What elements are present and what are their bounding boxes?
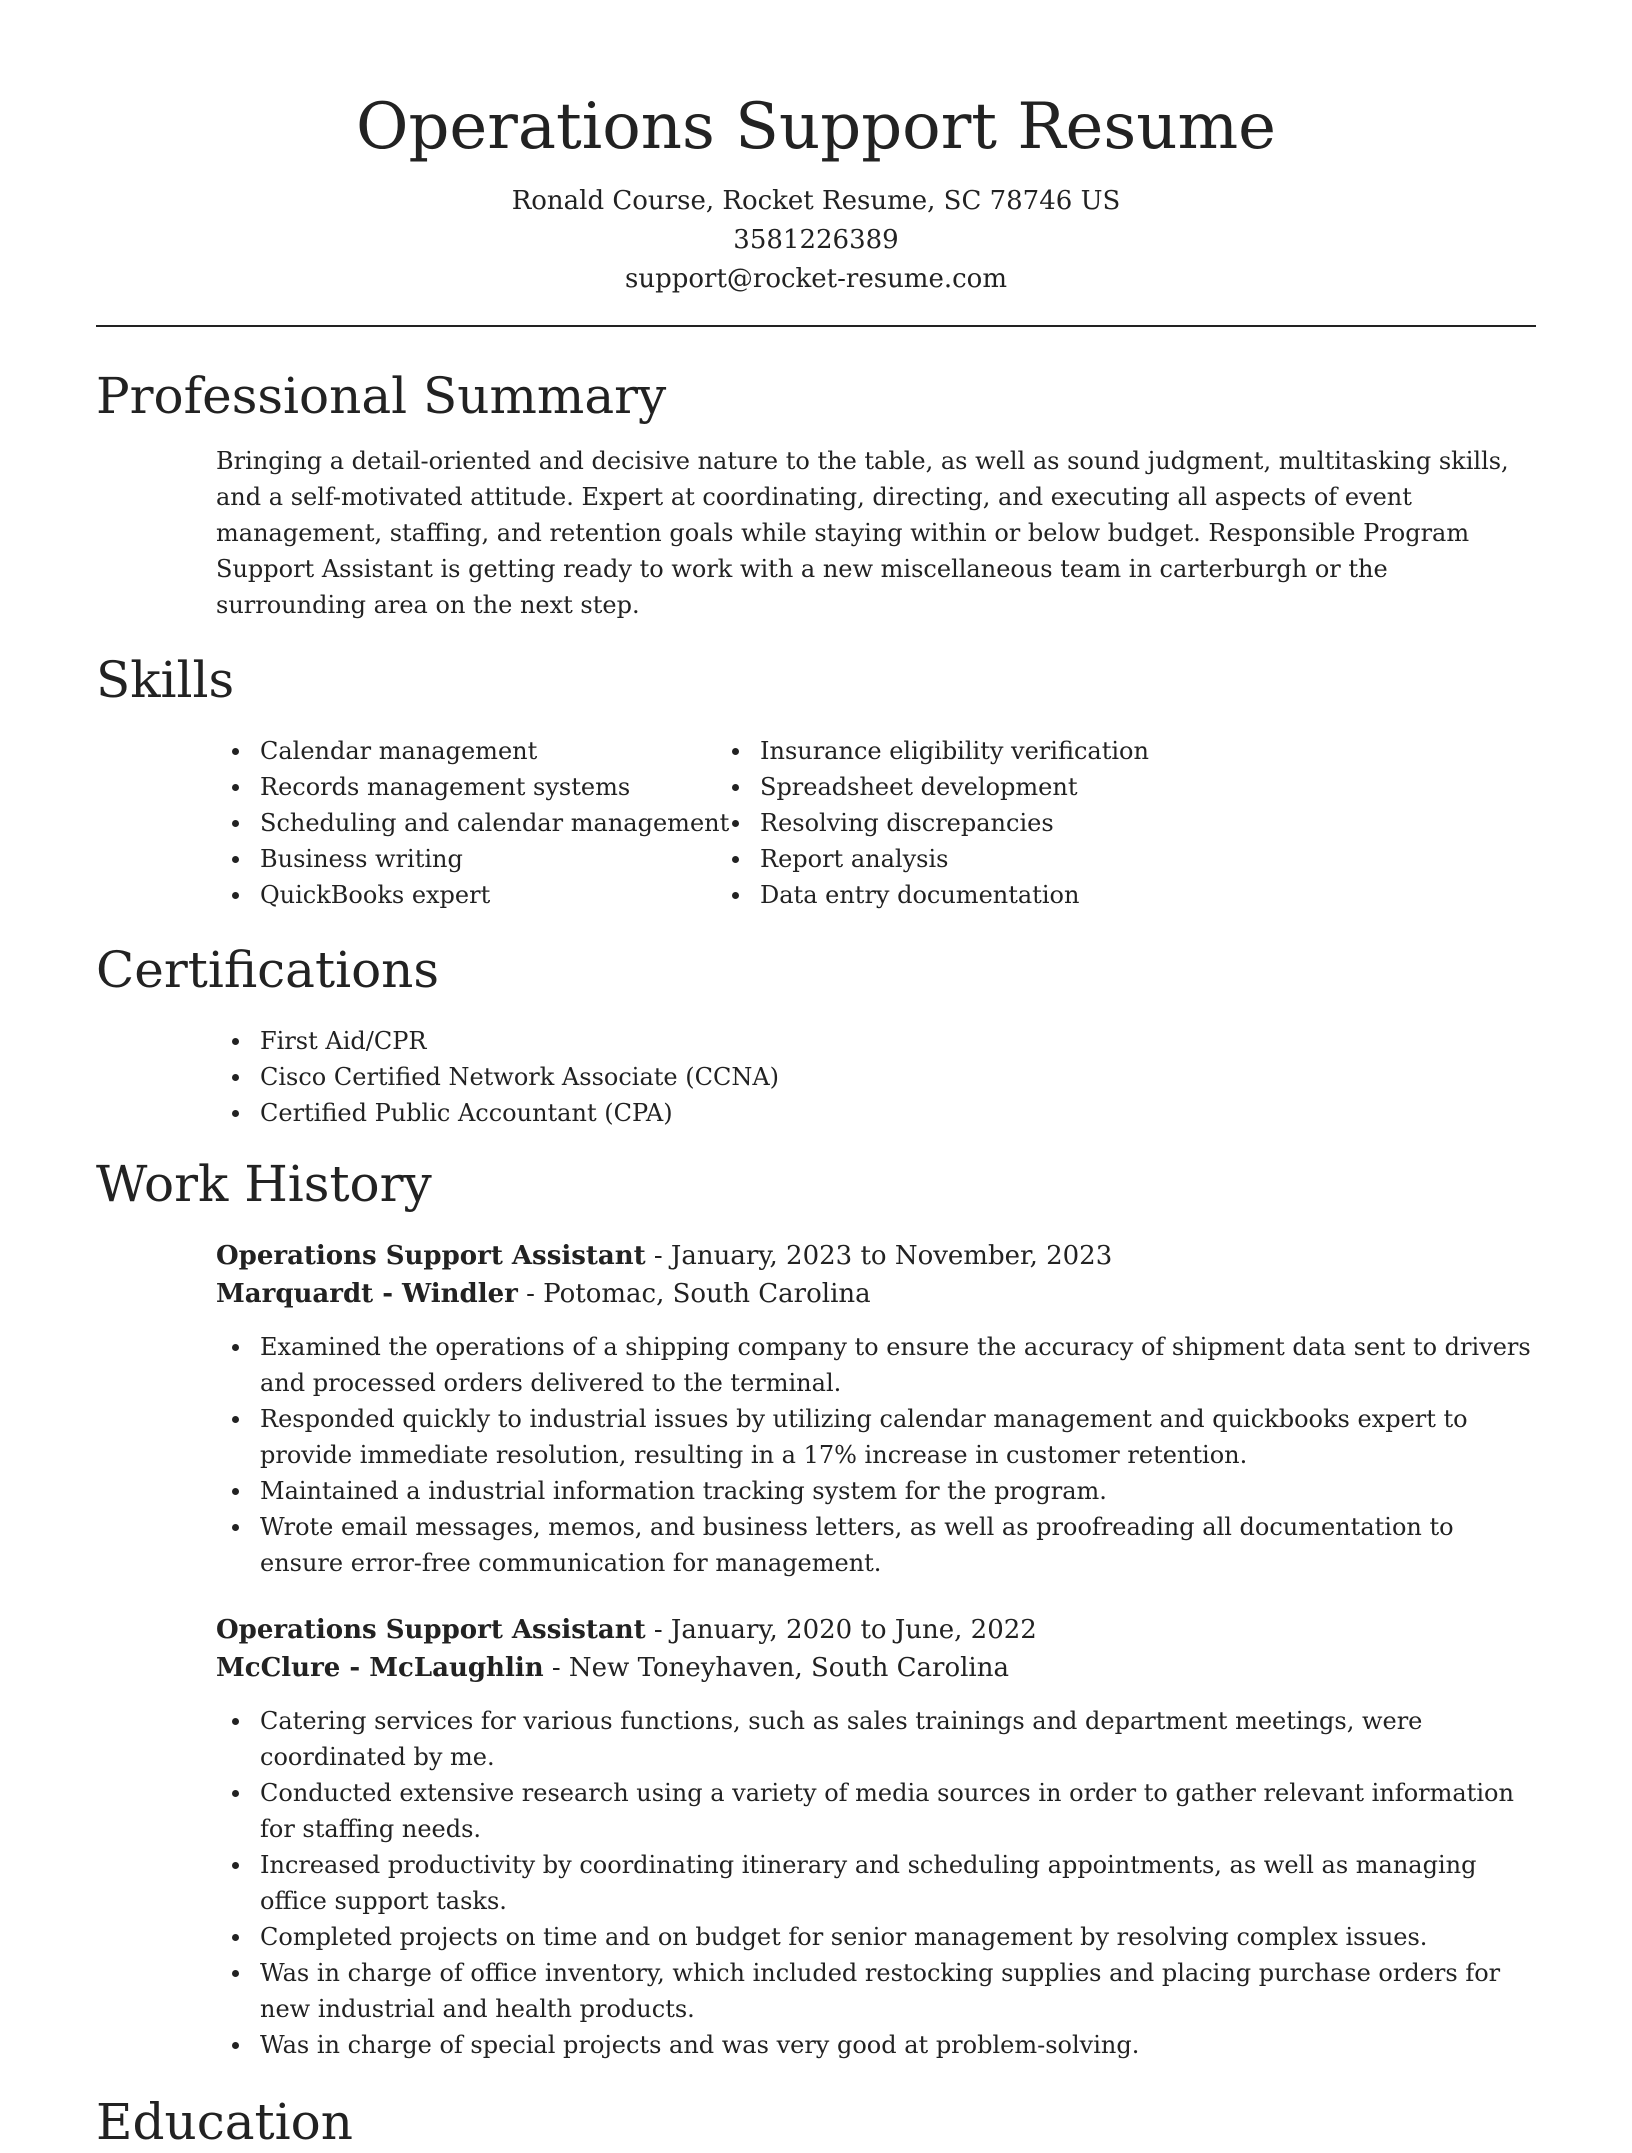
skills-grid: [96, 733, 1536, 913]
job-duties-list: [96, 1703, 1536, 2063]
contact-block: [96, 182, 1536, 299]
work-history-section: [96, 1153, 1536, 2063]
job-duty-item: Completed projects on time and on budget for senior management by resolving complex issues.: [96, 1919, 1536, 1955]
job-duty-item: Increased productivity by coordinating itinerary and scheduling appointments, as well as managing office support tasks.: [96, 1847, 1536, 1919]
job-location: - New Toneyhaven, South Carolina: [543, 1653, 1009, 1683]
education-heading: Education: [96, 2093, 353, 2151]
job-duty-item: Examined the operations of a shipping company to ensure the accuracy of shipment data sent to drivers and processed orders delivered to the terminal.: [96, 1329, 1536, 1401]
skill-item: QuickBooks expert: [96, 877, 746, 913]
skill-item: Resolving discrepancies: [746, 805, 1536, 841]
job-company: Marquardt - Windler: [216, 1279, 518, 1309]
job-company-line: [216, 1649, 1536, 1687]
job-duty-item: Was in charge of special projects and was very good at problem-solving.: [96, 2027, 1536, 2063]
job-dates: - January, 2020 to June, 2022: [645, 1615, 1037, 1645]
job-duty-item: Responded quickly to industrial issues by utilizing calendar management and quickbooks expert to provide immediate resolution, resulting in a 17% increase in customer retention.: [96, 1401, 1536, 1473]
summary-heading: Professional Summary: [96, 367, 667, 425]
resume-title: Operations Support Resume: [355, 90, 1277, 164]
contact-phone: 3581226389: [733, 225, 899, 255]
skill-item: Business writing: [96, 841, 746, 877]
summary-text: Bringing a detail-oriented and decisive nature to the table, as well as sound judgment, multitasking skills, and a self-motivated attitude. Expert at coordinating, directing, and executing all aspects of event management, staffing, and retention goals while staying within or below budget. Responsible Program Support Assistant is getting ready to work with a new miscellaneous team in carterburgh or the surrounding area on the next step.: [216, 447, 1509, 619]
certifications-heading: Certifications: [96, 941, 440, 999]
header-divider: [96, 325, 1536, 327]
job-entry: [216, 1237, 1536, 1581]
job-duties-list: [96, 1329, 1536, 1581]
skill-item: Records management systems: [96, 769, 746, 805]
skills-heading: Skills: [96, 651, 235, 709]
job-title: Operations Support Assistant: [216, 1615, 646, 1645]
skill-item: Spreadsheet development: [746, 769, 1536, 805]
job-title-line: [216, 1611, 1536, 1649]
summary-section: [96, 365, 1536, 623]
job-company: McClure - McLaughlin: [216, 1653, 544, 1683]
education-section: [96, 2091, 1536, 2153]
contact-email: support@rocket-resume.com: [624, 264, 1007, 294]
certifications-list: [96, 1023, 1536, 1131]
certification-item: Certified Public Accountant (CPA): [96, 1095, 1536, 1131]
job-company-line: [216, 1275, 1536, 1313]
job-duty-item: Maintained a industrial information tracking system for the program.: [96, 1473, 1536, 1509]
contact-address: Ronald Course, Rocket Resume, SC 78746 US: [511, 186, 1121, 216]
skill-item: Calendar management: [96, 733, 746, 769]
job-location: - Potomac, South Carolina: [517, 1279, 871, 1309]
certification-item: Cisco Certified Network Associate (CCNA): [96, 1059, 1536, 1095]
work-history-heading: Work History: [96, 1155, 432, 1213]
skill-item: Insurance eligibility verification: [746, 733, 1536, 769]
skills-section: [96, 649, 1536, 913]
certification-item: First Aid/CPR: [96, 1023, 1536, 1059]
skill-item: Scheduling and calendar management: [96, 805, 746, 841]
skill-item: Data entry documentation: [746, 877, 1536, 913]
job-title-line: [216, 1237, 1536, 1275]
skills-right-column: [746, 733, 1536, 913]
job-title: Operations Support Assistant: [216, 1241, 646, 1271]
job-duty-item: Was in charge of office inventory, which included restocking supplies and placing purchase orders for new industrial and health products.: [96, 1955, 1536, 2027]
certifications-section: [96, 939, 1536, 1131]
job-duty-item: Conducted extensive research using a variety of media sources in order to gather relevant information for staffing needs.: [96, 1775, 1536, 1847]
job-entry: [216, 1611, 1536, 2063]
resume-page: [96, 0, 1536, 2153]
skill-item: Report analysis: [746, 841, 1536, 877]
job-dates: - January, 2023 to November, 2023: [645, 1241, 1113, 1271]
job-duty-item: Wrote email messages, memos, and business letters, as well as proofreading all documentation to ensure error-free communication for management.: [96, 1509, 1536, 1581]
skills-left-column: [96, 733, 746, 913]
job-duty-item: Catering services for various functions, such as sales trainings and department meetings, were coordinated by me.: [96, 1703, 1536, 1775]
